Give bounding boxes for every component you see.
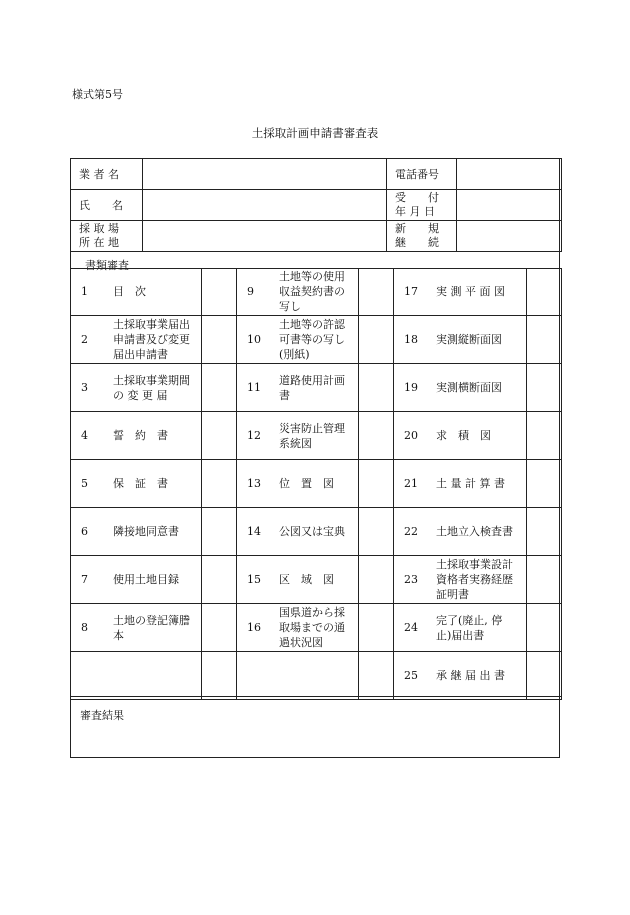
- checklist-row: [71, 268, 562, 316]
- document-item: [237, 412, 359, 460]
- document-item: [71, 460, 202, 508]
- checklist-row: [71, 364, 562, 412]
- document-number: 3: [81, 381, 88, 394]
- checklist-row: [71, 604, 562, 652]
- check-cell[interactable]: [202, 604, 237, 652]
- document-number: 7: [81, 573, 88, 586]
- check-cell[interactable]: [527, 268, 562, 316]
- document-name: 実測横断面図: [436, 381, 502, 394]
- phone-field[interactable]: [457, 159, 562, 190]
- document-number: 16: [247, 621, 261, 634]
- document-item: [71, 316, 202, 364]
- receipt-label: [387, 190, 457, 221]
- document-number: 20: [404, 429, 418, 442]
- document-number: 18: [404, 333, 418, 346]
- document-number: 6: [81, 525, 88, 538]
- check-cell[interactable]: [527, 556, 562, 604]
- check-cell[interactable]: [527, 316, 562, 364]
- document-number: 21: [404, 477, 418, 490]
- empty-cell: [237, 652, 359, 700]
- document-name: 実測縦断面図: [436, 333, 502, 346]
- document-item: [237, 604, 359, 652]
- document-item: [71, 412, 202, 460]
- check-cell[interactable]: [527, 412, 562, 460]
- document-name: 完了(廃止, 停止)届出書: [436, 613, 503, 642]
- check-cell[interactable]: [359, 316, 394, 364]
- document-name: 誓 約 書: [113, 429, 168, 442]
- check-cell[interactable]: [359, 556, 394, 604]
- document-checklist: [70, 268, 562, 700]
- check-cell[interactable]: [202, 268, 237, 316]
- checklist-row: [71, 556, 562, 604]
- company-label: 業 者 名: [71, 159, 143, 190]
- document-name: 実 測 平 面 図: [436, 285, 505, 298]
- document-name: 土採取事業届出申請書及び変更届出申請書: [113, 318, 190, 361]
- document-number: 12: [247, 429, 261, 442]
- document-number: 10: [247, 333, 261, 346]
- document-name: 土地等の許認可書等の写し(別紙): [279, 318, 345, 361]
- document-number: 22: [404, 525, 418, 538]
- check-cell[interactable]: [359, 268, 394, 316]
- document-item: [71, 508, 202, 556]
- check-cell[interactable]: [359, 460, 394, 508]
- empty-check-cell: [359, 652, 394, 700]
- location-label-line2: 所 在 地: [79, 236, 119, 249]
- document-item: [394, 316, 527, 364]
- new-continue-label: [387, 221, 457, 252]
- check-cell[interactable]: [527, 364, 562, 412]
- document-name: 土採取事業期間の 変 更 届: [113, 373, 190, 402]
- document-number: 19: [404, 381, 418, 394]
- checklist-row: [71, 460, 562, 508]
- phone-label: 電話番号: [387, 159, 457, 190]
- check-cell[interactable]: [202, 556, 237, 604]
- continue-label: 継 続: [395, 236, 439, 249]
- document-number: 14: [247, 525, 261, 538]
- document-item: [394, 412, 527, 460]
- page-title: 土採取計画申請書審査表: [251, 126, 379, 140]
- document-name: 土 量 計 算 書: [436, 477, 505, 490]
- document-number: 25: [404, 669, 418, 682]
- document-item: [394, 460, 527, 508]
- check-cell[interactable]: [359, 364, 394, 412]
- checklist-row: [71, 316, 562, 364]
- document-item: [237, 268, 359, 316]
- receipt-label-line1: 受 付: [395, 191, 439, 204]
- check-cell[interactable]: [527, 508, 562, 556]
- check-cell[interactable]: [359, 604, 394, 652]
- document-item: [394, 604, 527, 652]
- document-item: [394, 268, 527, 316]
- document-number: 17: [404, 285, 418, 298]
- document-item: [394, 556, 527, 604]
- review-result-label: 審査結果: [80, 709, 124, 722]
- document-name: 道路使用計画書: [279, 373, 345, 402]
- document-name: 目 次: [113, 285, 146, 298]
- check-cell[interactable]: [527, 604, 562, 652]
- document-item: [237, 364, 359, 412]
- document-item: [237, 556, 359, 604]
- check-cell[interactable]: [202, 460, 237, 508]
- document-name: 保 証 書: [113, 477, 168, 490]
- location-field[interactable]: [143, 221, 387, 252]
- document-number: 15: [247, 573, 261, 586]
- document-name: 土地等の使用収益契約書の写し: [279, 270, 345, 313]
- document-name: 位 置 図: [279, 477, 334, 490]
- empty-check-cell: [202, 652, 237, 700]
- document-number: 24: [404, 621, 418, 634]
- document-name: 土地の登記簿謄本: [113, 613, 190, 642]
- document-item: [394, 364, 527, 412]
- document-item: [237, 460, 359, 508]
- document-item: [71, 364, 202, 412]
- company-field[interactable]: [143, 159, 387, 190]
- document-name: 承 継 届 出 書: [436, 669, 505, 682]
- checklist-row: [71, 652, 562, 700]
- document-item: [71, 556, 202, 604]
- document-number: 4: [81, 429, 88, 442]
- document-name: 隣接地同意書: [113, 525, 179, 538]
- check-cell[interactable]: [359, 412, 394, 460]
- check-cell[interactable]: [202, 364, 237, 412]
- location-label: [71, 221, 143, 252]
- document-item: [394, 508, 527, 556]
- document-name: 国県道から採取場までの通過状況図: [279, 606, 345, 649]
- document-number: 11: [247, 381, 261, 394]
- checklist-row: [71, 412, 562, 460]
- document-number: 23: [404, 573, 418, 586]
- check-cell[interactable]: [202, 412, 237, 460]
- check-cell[interactable]: [359, 508, 394, 556]
- check-cell[interactable]: [202, 316, 237, 364]
- document-name: 区 域 図: [279, 573, 334, 586]
- document-number: 13: [247, 477, 261, 490]
- document-item: [71, 268, 202, 316]
- new-continue-field[interactable]: [457, 221, 562, 252]
- document-name: 土地立入検査書: [436, 525, 513, 538]
- name-label: 氏 名: [71, 190, 143, 221]
- check-cell[interactable]: [527, 460, 562, 508]
- document-number: 9: [247, 285, 254, 298]
- document-name: 土採取事業設計資格者実務経歴証明書: [436, 558, 513, 601]
- checklist-row: [71, 508, 562, 556]
- document-number: 1: [81, 285, 88, 298]
- name-field[interactable]: [143, 190, 387, 221]
- document-name: 使用土地目録: [113, 573, 179, 586]
- document-item: [394, 652, 527, 700]
- document-item: [71, 604, 202, 652]
- document-name: 求 積 図: [436, 429, 491, 442]
- location-label-line1: 採 取 場: [79, 222, 119, 235]
- document-number: 2: [81, 333, 88, 346]
- receipt-label-line2: 年 月 日: [395, 205, 435, 218]
- header-table: [70, 158, 562, 252]
- new-label: 新 規: [395, 222, 439, 235]
- form-number: 様式第5号: [72, 88, 123, 101]
- document-name: 公図又は宝典: [279, 525, 345, 538]
- document-name: 災害防止管理系統図: [279, 421, 345, 450]
- receipt-date-field[interactable]: [457, 190, 562, 221]
- section-label: 書類審査: [85, 259, 129, 272]
- document-number: 8: [81, 621, 88, 634]
- document-item: [237, 316, 359, 364]
- check-cell[interactable]: [527, 652, 562, 700]
- check-cell[interactable]: [202, 508, 237, 556]
- empty-cell: [71, 652, 202, 700]
- document-item: [237, 508, 359, 556]
- result-divider: [70, 696, 561, 697]
- document-number: 5: [81, 477, 88, 490]
